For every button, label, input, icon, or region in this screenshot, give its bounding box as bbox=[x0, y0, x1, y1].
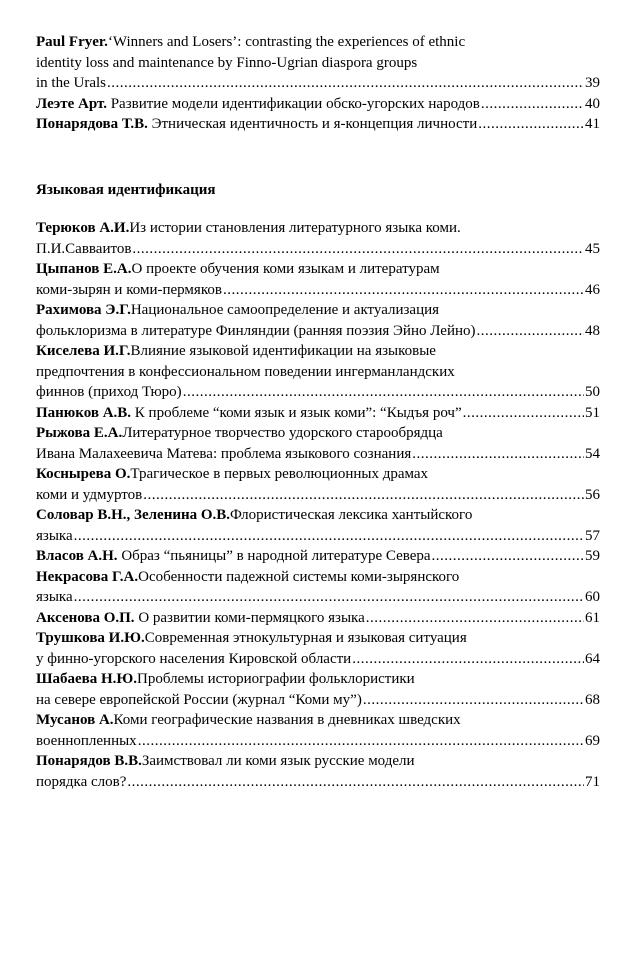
entry-title-end: порядка слов? bbox=[36, 773, 127, 790]
entry-title-wrap bbox=[36, 608, 365, 629]
page-number: 57 bbox=[585, 527, 600, 544]
toc-entry bbox=[36, 669, 600, 710]
entry-last-line bbox=[36, 608, 600, 629]
dot-leader bbox=[363, 690, 584, 711]
entry-author: Цыпанов Е.А. bbox=[36, 261, 132, 277]
entry-title-line bbox=[36, 567, 600, 588]
entry-last-line bbox=[36, 280, 600, 301]
entry-last-line bbox=[36, 444, 600, 465]
entry-title-end: Ивана Малахеевича Матева: проблема языкового сознания bbox=[36, 445, 412, 462]
dot-leader bbox=[432, 546, 584, 567]
page-number: 54 bbox=[585, 445, 600, 462]
dot-leader bbox=[478, 114, 584, 135]
entry-title: Заимствовал ли коми язык русские модели bbox=[141, 753, 415, 769]
entry-author: Соловар В.Н., Зеленина О.В. bbox=[36, 507, 231, 523]
dot-leader bbox=[352, 649, 584, 670]
entry-title-wrap bbox=[36, 94, 480, 115]
toc-entry bbox=[36, 218, 600, 259]
entry-title: Коми географические названия в дневниках шведских bbox=[113, 712, 461, 728]
toc-entry bbox=[36, 403, 600, 424]
entry-title: Влияние языковой идентификации на языковые bbox=[130, 343, 436, 359]
dot-leader bbox=[127, 772, 584, 793]
toc-entry bbox=[36, 300, 600, 341]
entry-title: Национальное самоопределение и актуализация bbox=[130, 302, 440, 318]
entry-title: ‘Winners and Losers’: contrasting the experiences of ethnic bbox=[107, 34, 466, 50]
entry-author: Рыжова Е.А. bbox=[36, 425, 123, 441]
page-number: 61 bbox=[585, 609, 600, 626]
dot-leader bbox=[74, 526, 584, 547]
entry-author: Понарядов В.В. bbox=[36, 753, 142, 769]
toc-entry bbox=[36, 341, 600, 403]
entry-author: Paul Fryer. bbox=[36, 34, 108, 50]
dot-leader bbox=[366, 608, 584, 629]
entry-title-line bbox=[36, 362, 600, 383]
entry-title: Этническая идентичность и я-концепция личности bbox=[151, 116, 478, 132]
entry-title-end: П.И.Савваитов bbox=[36, 240, 132, 257]
entry-title-line bbox=[36, 669, 600, 690]
entry-title-line bbox=[36, 259, 600, 280]
entry-last-line bbox=[36, 649, 600, 670]
entry-title-end: фольклоризма в литературе Финляндии (ранняя поэзия Эйно Лейно) bbox=[36, 322, 476, 339]
entry-author: Некрасова Г.А. bbox=[36, 568, 139, 585]
entry-title: О проекте обучения коми языкам и литературам bbox=[131, 261, 440, 277]
section-heading: Языковая идентификация bbox=[36, 182, 216, 198]
dot-leader bbox=[183, 382, 584, 403]
toc-entry bbox=[36, 608, 600, 629]
page-number: 71 bbox=[585, 773, 600, 790]
entry-title-end: военнопленных bbox=[36, 732, 137, 749]
entry-title: Из истории становления литературного языка коми. bbox=[129, 220, 461, 236]
entry-author: Терюков А.И. bbox=[36, 220, 130, 236]
page-number: 39 bbox=[585, 75, 600, 91]
dot-leader bbox=[143, 485, 584, 506]
entry-last-line bbox=[36, 382, 600, 403]
page-number: 45 bbox=[585, 240, 600, 257]
entry-title: Трагическое в первых революционных драмах bbox=[130, 466, 429, 482]
entry-last-line bbox=[36, 690, 600, 711]
entry-last-line bbox=[36, 73, 600, 94]
entry-title: О развитии коми-пермяцкого языка bbox=[138, 609, 365, 626]
entry-author: Аксенова О.П. bbox=[36, 609, 135, 626]
entry-title-line bbox=[36, 218, 600, 239]
entry-title-line bbox=[36, 751, 600, 772]
entry-title-line bbox=[36, 341, 600, 362]
entry-title: identity loss and maintenance by Finno-Ugrian diaspora groups bbox=[36, 54, 418, 71]
page-number: 69 bbox=[585, 732, 600, 749]
entry-last-line bbox=[36, 114, 600, 135]
page-number: 41 bbox=[585, 116, 600, 132]
dot-leader bbox=[107, 73, 584, 94]
entry-author: Трушкова И.Ю. bbox=[36, 630, 145, 646]
entry-author: Киселева И.Г. bbox=[36, 343, 131, 359]
entry-title-line bbox=[36, 505, 600, 526]
entry-title: Флористическая лексика хантыйского bbox=[230, 507, 473, 523]
entry-title-line bbox=[36, 464, 600, 485]
entry-title-wrap bbox=[36, 546, 431, 567]
entry-author: Панюков А.В. bbox=[36, 404, 132, 421]
page-number: 48 bbox=[585, 322, 600, 339]
entry-title-wrap bbox=[36, 114, 477, 135]
entry-author: Леэте Арт. bbox=[36, 95, 107, 112]
page-number: 51 bbox=[585, 404, 600, 421]
page-number: 56 bbox=[585, 486, 600, 503]
page-number: 46 bbox=[585, 281, 600, 298]
entry-title: предпочтения в конфессиональном поведении ингерманландских bbox=[36, 363, 455, 380]
toc-entry bbox=[36, 505, 600, 546]
entry-author: Коснырева О. bbox=[36, 466, 131, 482]
entry-last-line bbox=[36, 526, 600, 547]
toc-main-list bbox=[36, 218, 600, 792]
entry-title: Литературное творчество удорского старообрядца bbox=[122, 425, 443, 441]
entry-last-line bbox=[36, 321, 600, 342]
dot-leader bbox=[481, 94, 584, 115]
page-number: 59 bbox=[585, 548, 600, 564]
entry-last-line bbox=[36, 772, 600, 793]
page-number: 60 bbox=[585, 589, 600, 605]
entry-title: Развитие модели идентификации обско-угорских народов bbox=[110, 95, 480, 112]
page-number: 64 bbox=[585, 650, 600, 667]
entry-title-line bbox=[36, 32, 600, 53]
page-number: 68 bbox=[585, 691, 600, 708]
entry-last-line bbox=[36, 546, 600, 567]
page-number: 40 bbox=[585, 95, 600, 112]
entry-last-line bbox=[36, 239, 600, 260]
entry-title-end: языка bbox=[36, 527, 73, 544]
entry-last-line bbox=[36, 587, 600, 608]
dot-leader bbox=[463, 403, 584, 424]
toc-entry bbox=[36, 710, 600, 751]
entry-title-end: коми и удмуртов bbox=[36, 486, 143, 503]
toc-entry bbox=[36, 546, 600, 567]
toc-entry bbox=[36, 259, 600, 300]
dot-leader bbox=[477, 321, 585, 342]
entry-title-line bbox=[36, 300, 600, 321]
dot-leader bbox=[132, 239, 584, 260]
entry-last-line bbox=[36, 485, 600, 506]
entry-author: Понарядова Т.В. bbox=[36, 116, 148, 132]
toc-top-list bbox=[36, 32, 600, 135]
entry-title-end: in the Urals bbox=[36, 75, 106, 91]
toc-entry bbox=[36, 628, 600, 669]
entry-title: Современная этнокультурная и языковая ситуация bbox=[144, 630, 467, 646]
entry-title-line bbox=[36, 710, 600, 731]
entry-title-line bbox=[36, 423, 600, 444]
entry-title-end: финнов (приход Тюро) bbox=[36, 384, 182, 400]
toc-entry bbox=[36, 567, 600, 608]
entry-last-line bbox=[36, 94, 600, 115]
entry-title: Образ “пьяницы” в народной литературе Севера bbox=[121, 548, 431, 564]
entry-title-end: на севере европейской России (журнал “Коми му”) bbox=[36, 691, 362, 708]
entry-title: Особенности падежной системы коми-зырянского bbox=[138, 568, 460, 585]
entry-title: К проблеме “коми язык и язык коми”: “Кыдъя роч” bbox=[134, 404, 462, 421]
dot-leader bbox=[74, 587, 584, 608]
toc-entry bbox=[36, 114, 600, 135]
entry-title-line bbox=[36, 53, 600, 74]
dot-leader bbox=[223, 280, 584, 301]
entry-last-line bbox=[36, 731, 600, 752]
toc-entry bbox=[36, 32, 600, 94]
toc-entry bbox=[36, 464, 600, 505]
entry-author: Мусанов А. bbox=[36, 712, 114, 728]
dot-leader bbox=[412, 444, 584, 465]
page-number: 50 bbox=[585, 384, 600, 400]
entry-title-end: коми-зырян и коми-пермяков bbox=[36, 281, 222, 298]
entry-author: Шабаева Н.Ю. bbox=[36, 671, 138, 687]
entry-title: Проблемы историографии фольклористики bbox=[137, 671, 415, 687]
dot-leader bbox=[138, 731, 584, 752]
toc-entry bbox=[36, 751, 600, 792]
toc-entry bbox=[36, 94, 600, 115]
entry-title-end: языка bbox=[36, 589, 73, 605]
entry-title-line bbox=[36, 628, 600, 649]
entry-author: Власов А.Н. bbox=[36, 548, 118, 564]
toc-entry bbox=[36, 423, 600, 464]
entry-author: Рахимова Э.Г. bbox=[36, 302, 131, 318]
entry-title-end: у финно-угорского населения Кировской области bbox=[36, 650, 352, 667]
entry-last-line bbox=[36, 403, 600, 424]
entry-title-wrap bbox=[36, 403, 462, 424]
